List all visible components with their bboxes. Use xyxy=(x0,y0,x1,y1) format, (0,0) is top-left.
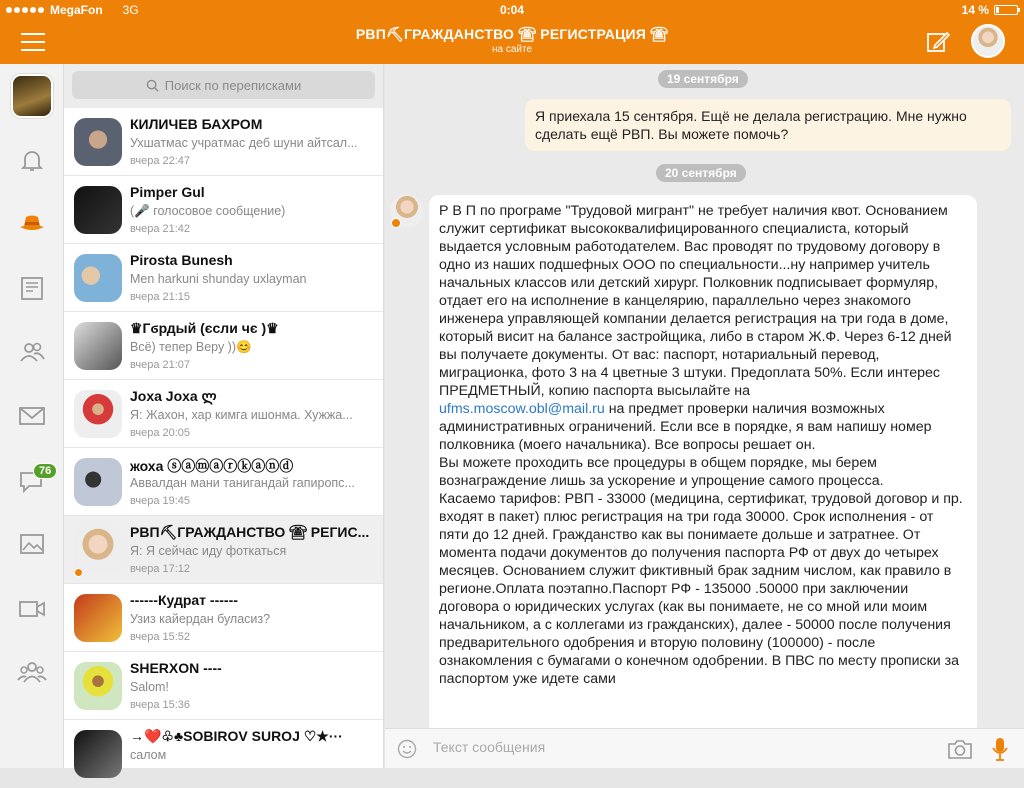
chat-time: вчера 20:05 xyxy=(130,427,191,439)
chat-avatar xyxy=(74,594,122,642)
carrier: MegaFon xyxy=(50,3,103,17)
chat-name: РВП⛏ГРАЖДАНСТВО ☎ РЕГИС... xyxy=(130,524,370,540)
chat-last-message: (🎤 голосовое сообщение) xyxy=(130,204,286,218)
video-icon[interactable] xyxy=(16,593,48,625)
chat-list-item[interactable] xyxy=(64,380,383,448)
chat-avatar xyxy=(74,186,122,234)
chat-list-item[interactable] xyxy=(64,244,383,312)
chat-name: →❤️♧♣SOBIROV SUROJ ♡★··· xyxy=(130,728,343,744)
search-placeholder: Поиск по переписками xyxy=(164,77,302,93)
status-bar xyxy=(0,0,1024,20)
profile-avatar[interactable] xyxy=(11,74,53,118)
conversation-list xyxy=(64,64,384,768)
chat-last-message: Узиз кайердан буласиз? xyxy=(130,612,271,626)
online-indicator xyxy=(391,218,401,228)
online-status: на сайте xyxy=(491,44,533,55)
chat-avatar xyxy=(74,118,122,166)
date-separator: 19 сентября xyxy=(658,70,748,88)
chat-name: SHERXON ---- xyxy=(130,660,222,676)
chat-last-message: Я: Жахон, хар кимга ишонма. Хужжа... xyxy=(130,408,353,422)
chat-time: вчера 15:52 xyxy=(130,631,191,643)
chat-name: Pimper Gul xyxy=(130,184,205,200)
search-input[interactable] xyxy=(72,71,375,99)
chat-list-item[interactable] xyxy=(64,448,383,516)
chat-last-message: Всё) тепер Веру ))😊 xyxy=(130,340,252,354)
chat-time: вчера 21:15 xyxy=(130,291,191,303)
contact-avatar[interactable] xyxy=(971,24,1005,58)
network-type: 3G xyxy=(122,3,139,17)
chat-time: вчера 21:07 xyxy=(130,359,191,371)
chat-list-item[interactable] xyxy=(64,720,383,788)
chat-avatar xyxy=(74,254,122,302)
chat-list-item[interactable] xyxy=(64,108,383,176)
battery-icon xyxy=(994,5,1018,15)
smiley-icon[interactable] xyxy=(397,739,417,759)
battery-percent: 14 % xyxy=(961,3,989,17)
search-area xyxy=(64,64,383,108)
chat-list-item[interactable] xyxy=(64,176,383,244)
message-text: Р В П по програме "Трудовой мигрант" не требует наличия квот. Основанием служит сертификат высококвалифицированного специалиста, который выдается условным работодателем. Вас проводят по трудовому договору в одно из наших подшефных ООО по специальности...ну например учитель начальных классов или детский хирург. Полковник подписывает формуляр, отдает его на исполнение в канцелярию, параллельно через знакомого инженера управляющей компании делается регистрация на три года в доме, который висит на балансе застройщика, либо в старом Ж.Ф. Через 6-12 дней вы получаете документы. От вас: паспорт, нотариальный перевод, миграционка, фото 3 на 4 цветные 3 штуки. Предоплата 50%. Если интерес ПРЕДМЕТНЫЙ, копию паспорта высылайте на xyxy=(439,203,952,399)
app-header xyxy=(0,20,1024,64)
chat-avatar xyxy=(74,458,122,506)
chat-last-message: Аввалдан мани танигандай гапиропс... xyxy=(130,476,355,490)
camera-icon[interactable] xyxy=(947,738,973,760)
chat-last-message: Я: Я сейчас иду фоткаться xyxy=(130,544,287,558)
chat-name: ♛Гϭрдый (єсли чє )♛ xyxy=(130,320,279,336)
chat-list-item[interactable] xyxy=(64,312,383,380)
chat-avatar xyxy=(74,730,122,778)
hat-icon[interactable] xyxy=(16,207,48,239)
chat-avatar xyxy=(74,322,122,370)
clock: 0:04 xyxy=(499,3,525,17)
chat-time: вчера 15:36 xyxy=(130,699,191,711)
friends-icon[interactable] xyxy=(16,336,48,368)
bell-icon[interactable] xyxy=(16,144,48,176)
message-text: на предмет проверки наличия возможных административных ограничений. Если все в порядке, я вам напишу номер полковника (моего начальника). Все вопросы решает он. xyxy=(439,401,932,453)
outgoing-message[interactable]: Я приехала 15 сентября. Ещё не делала регистрацию. Мне нужно сделать ещё РВП. Вы можете помочь? xyxy=(525,99,1011,151)
chat-name: Joxa Joxa ლ xyxy=(130,388,217,404)
mail-icon[interactable] xyxy=(16,400,48,432)
conversation-pane xyxy=(385,64,1024,728)
message-composer xyxy=(385,728,1024,768)
online-indicator xyxy=(74,568,83,577)
chat-last-message: Salom! xyxy=(130,680,169,694)
chat-avatar xyxy=(74,662,122,710)
chat-time: вчера 22:47 xyxy=(130,155,191,167)
compose-icon[interactable] xyxy=(926,30,950,54)
email-link[interactable]: ufms.moscow.obl@mail.ru xyxy=(439,401,605,417)
chat-last-message: Ухшатмас учратмас деб шуни айтсал... xyxy=(130,136,358,150)
news-icon[interactable] xyxy=(16,272,48,304)
chat-avatar xyxy=(74,390,122,438)
conversation-title[interactable]: РВП⛏ГРАЖДАНСТВО ☎ РЕГИСТРАЦИЯ ☎ xyxy=(355,26,669,42)
chat-time: вчера 21:42 xyxy=(130,223,191,235)
chat-name: ------Кудрат ------ xyxy=(130,592,238,608)
chat-name: КИЛИЧЕВ БАХРОМ xyxy=(130,116,263,132)
chat-name: жоха ⓢⓐⓜⓐⓡⓚⓐⓝⓓ xyxy=(130,458,294,474)
chat-list-item[interactable] xyxy=(64,584,383,652)
nav-rail xyxy=(0,64,64,768)
unread-badge: 76 xyxy=(33,463,57,479)
chat-avatar xyxy=(74,526,122,574)
search-icon xyxy=(146,79,159,92)
date-separator: 20 сентября xyxy=(656,164,746,182)
chat-list-item[interactable] xyxy=(64,516,383,584)
groups-icon[interactable] xyxy=(16,656,48,688)
message-text: Вы можете проходить все процедуры в общем порядке, мы берем вознаграждение лишь за ускорение и упрощение самого процесса. xyxy=(439,455,884,489)
microphone-icon[interactable] xyxy=(991,737,1009,761)
chat-last-message: салом xyxy=(130,748,167,762)
chat-last-message: Men harkuni shunday uxlayman xyxy=(130,272,307,286)
message-input[interactable]: Текст сообщения xyxy=(433,739,546,755)
chat-list-item[interactable] xyxy=(64,652,383,720)
message-text: Касаемо тарифов: РВП - 33000 (медицина, сертификат, трудовой договор и пр. входят в пакет) плюс регистрация на три года 30000. Срок исполнения - от пяти до 12 дней. Гражданство как вы понимаете дольше и затратнее. От момента подачи документов до получения паспорта РФ от двух до четырех месяцев. Основанием служит фиктивный брак задним числом, как правило в регионе.Оплата поэтапно.Паспорт РФ - 135000 .50000 при заключении договора о юридических услугах (как вы понимаете, не со мной или моим начальником, а с коллегами из гражданских), далее - 50000 после получения предварительного одобрения и вторую половину (100000) - после ознакомления с бумагами о конечном одобрении. В ПВС по месту прописки за паспортом уже идете сами xyxy=(439,491,963,687)
chat-time: вчера 19:45 xyxy=(130,495,191,507)
chat-name: Pirosta Bunesh xyxy=(130,252,233,268)
chat-time: вчера 17:12 xyxy=(130,563,191,575)
incoming-message[interactable] xyxy=(429,195,977,728)
photos-icon[interactable] xyxy=(16,528,48,560)
